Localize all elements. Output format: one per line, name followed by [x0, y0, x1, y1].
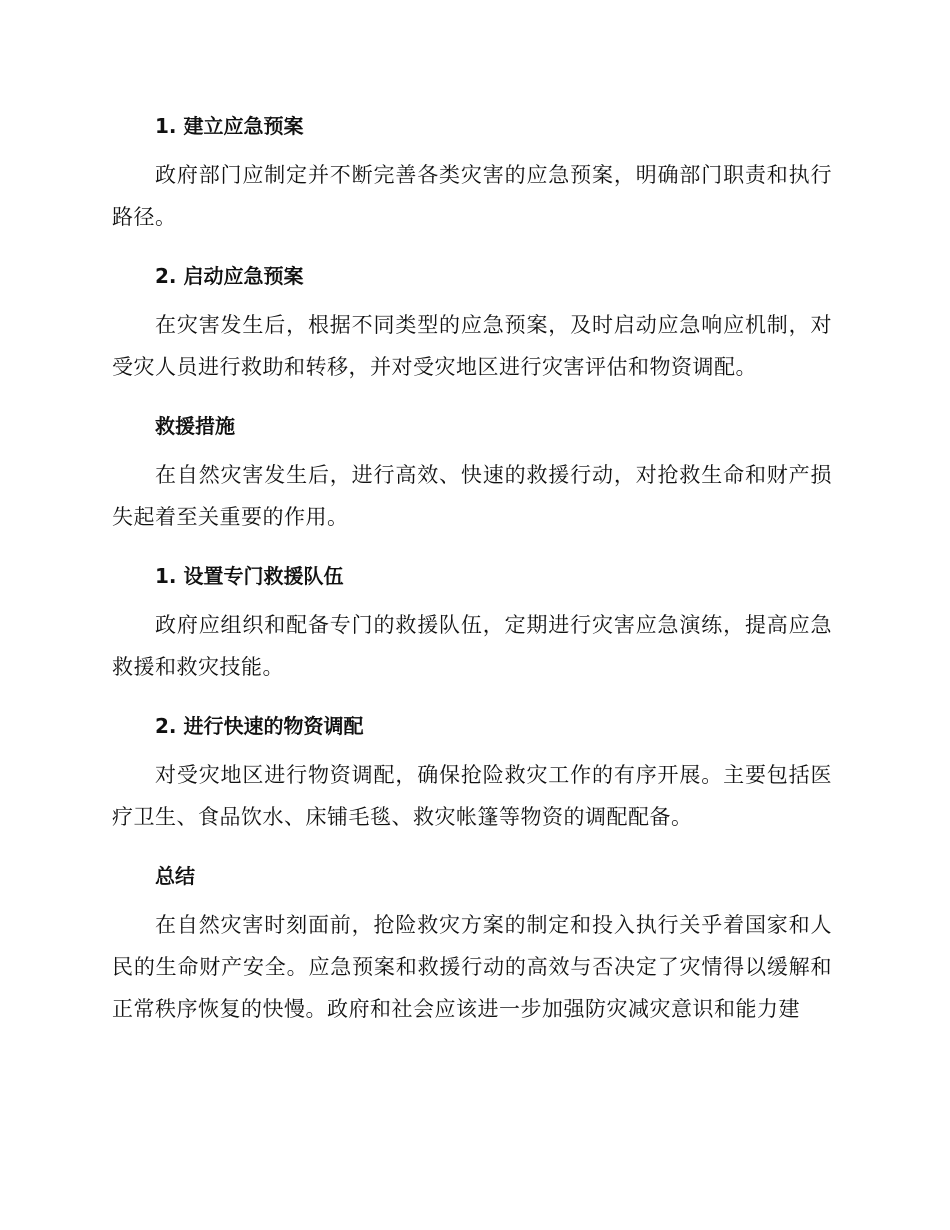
- paragraph-establish-plan: 政府部门应制定并不断完善各类灾害的应急预案，明确部门职责和执行路径。: [112, 163, 832, 229]
- paragraph-activate-plan: 在灾害发生后，根据不同类型的应急预案，及时启动应急响应机制，对受灾人员进行救助和转移，并对受灾地区进行灾害评估和物资调配。: [112, 313, 832, 379]
- section-heading-rescue-measures: 救援措施: [155, 414, 235, 438]
- paragraph-supply-allocation: 对受灾地区进行物资调配，确保抢险救灾工作的有序开展。主要包括医疗卫生、食品饮水、床铺毛毯、救灾帐篷等物资的调配配备。: [112, 763, 832, 829]
- paragraph-rescue-team: 政府应组织和配备专门的救援队伍，定期进行灾害应急演练，提高应急救援和救灾技能。: [112, 613, 832, 679]
- section-heading-summary: 总结: [155, 864, 195, 888]
- paragraph-summary: 在自然灾害时刻面前，抢险救灾方案的制定和投入执行关乎着国家和人民的生命财产安全。应急预案和救援行动的高效与否决定了灾情得以缓解和正常秩序恢复的快慢。政府和社会应该进一步加强防灾减灾意识和能力建: [112, 913, 832, 1021]
- section-heading-establish-plan: 1. 建立应急预案: [155, 114, 304, 138]
- document-body: [112, 104, 832, 1046]
- section-heading-activate-plan: 2. 启动应急预案: [155, 264, 304, 288]
- paragraph-rescue-measures: 在自然灾害发生后，进行高效、快速的救援行动，对抢救生命和财产损失起着至关重要的作用。: [112, 463, 832, 529]
- section-heading-rescue-team: 1. 设置专门救援队伍: [155, 564, 344, 588]
- section-heading-supply-allocation: 2. 进行快速的物资调配: [155, 714, 364, 738]
